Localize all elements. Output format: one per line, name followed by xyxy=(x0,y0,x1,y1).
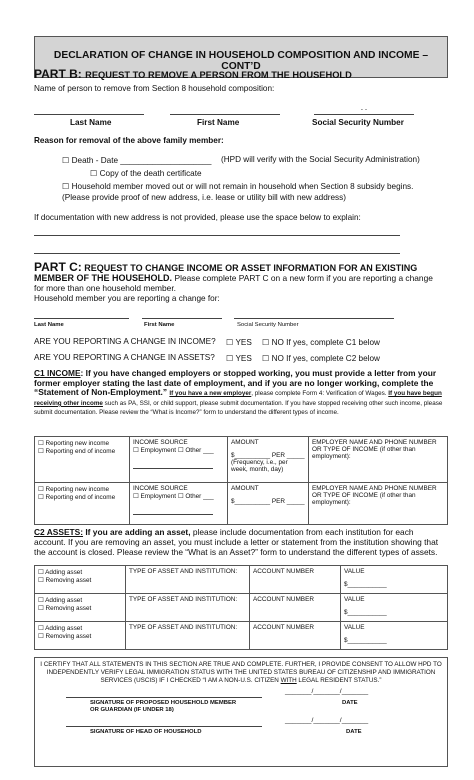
explanation-line-1[interactable] xyxy=(34,235,400,236)
income-source-label: INCOME SOURCE xyxy=(133,439,188,446)
c1-lead: : If you have changed employers or stopped working, you must provide a letter from your former employer stating the last date of employment, and if you are no longer working, complete the “Statement of Non-Employment.” xyxy=(34,368,437,398)
asset-row xyxy=(35,566,448,594)
removing-asset-checkbox[interactable]: ☐ Removing asset xyxy=(38,633,92,640)
employer-note: (if other than employment): xyxy=(312,446,416,460)
account-number-label: ACCOUNT NUMBER xyxy=(253,624,314,631)
household-member-signature-field[interactable] xyxy=(66,697,262,698)
form-title: DECLARATION OF CHANGE IN HOUSEHOLD COMPOSITION AND INCOME – CONT’D xyxy=(53,50,429,72)
head-of-household-date-field[interactable]: _______/_______/_______ xyxy=(285,717,369,724)
reason-label: Reason for removal of the above family member: xyxy=(34,136,224,145)
income-question: ARE YOU REPORTING A CHANGE IN INCOME? xyxy=(34,337,216,346)
ssn-underline xyxy=(314,114,414,115)
frequency-note: (Frequency, i.e., per week, month, day) xyxy=(231,459,288,473)
adding-asset-checkbox[interactable]: ☐ Adding asset xyxy=(38,597,83,604)
amount-label: AMOUNT xyxy=(231,485,259,492)
asset-type-label: TYPE OF ASSET AND INSTITUTION: xyxy=(129,568,238,575)
c2-label: C2 ASSETS: xyxy=(34,527,84,537)
explanation-line-2[interactable] xyxy=(34,253,400,254)
no-address-instruction: If documentation with new address is not provided, please use the space below to explain: xyxy=(34,213,361,222)
employment-checkbox[interactable]: ☐ Employment xyxy=(133,493,177,500)
first-name-label: First Name xyxy=(197,118,240,127)
account-number-label: ACCOUNT NUMBER xyxy=(253,596,314,603)
income-no-checkbox[interactable]: ☐ NO If yes, complete C1 below xyxy=(262,338,380,347)
member-last-name-field[interactable] xyxy=(34,318,129,319)
value-field[interactable]: $___________ xyxy=(344,609,387,616)
part-b-label: PART B: xyxy=(34,67,82,81)
c1-paragraph xyxy=(34,369,446,417)
income-source-label: INCOME SOURCE xyxy=(133,485,188,492)
employment-checkbox[interactable]: ☐ Employment xyxy=(133,447,177,454)
account-number-label: ACCOUNT NUMBER xyxy=(253,568,314,575)
asset-row xyxy=(35,594,448,622)
c2-body: please include documentation from each institution for each account. If you are removing an asset, you must include a letter or statement from the institution showing that the account is closed. Please review the “What is an Asset?” form to understand the different types of assets. xyxy=(34,527,439,557)
assets-table xyxy=(34,565,448,650)
certification-text-1: I CERTIFY THAT ALL STATEMENTS IN THIS SECTION ARE TRUE AND COMPLETE. FURTHER, I PROVIDE CONSENT TO ALLOW HPD TO INDEPENDENTLY VERIFY LEGAL IMMIGRATION STATUS WITH THE UNITED STATES BUREAU OF CITIZENSHIP AND IMMIGRATION SERVICES (USCIS) IF I CHECKED “I AM A NON-U.S. CITIZEN xyxy=(40,661,442,684)
value-field[interactable]: $___________ xyxy=(344,637,387,644)
last-name-field[interactable] xyxy=(34,114,144,115)
part-b-title: REQUEST TO REMOVE A PERSON FROM THE HOUSEHOLD xyxy=(85,70,352,80)
other-income-text: If you have begun receiving other income xyxy=(34,390,442,407)
asset-type-label: TYPE OF ASSET AND INSTITUTION: xyxy=(129,624,238,631)
death-note: (HPD will verify with the Social Security Administration) xyxy=(221,155,420,164)
asset-row xyxy=(35,622,448,650)
assets-question: ARE YOU REPORTING A CHANGE IN ASSETS? xyxy=(34,353,215,362)
removing-asset-checkbox[interactable]: ☐ Removing asset xyxy=(38,577,92,584)
value-field[interactable]: $___________ xyxy=(344,581,387,588)
certification-with: WITH xyxy=(280,677,297,684)
c2-lead: If you are adding an asset, xyxy=(83,527,191,537)
part-b-heading xyxy=(34,67,352,81)
amount-field[interactable]: $__________ PER _____ xyxy=(231,498,305,505)
amount-label: AMOUNT xyxy=(231,439,259,446)
value-label: VALUE xyxy=(344,568,365,575)
last-name-label: Last Name xyxy=(70,118,112,127)
moved-out-note: (Please provide proof of new address, i.e. lease or utility bill with new address) xyxy=(62,193,346,202)
death-certificate-checkbox[interactable]: ☐ Copy of the death certificate xyxy=(90,169,202,178)
certification-text-2: LEGAL RESIDENT STATUS.” xyxy=(296,677,382,684)
certification-text xyxy=(40,661,442,685)
income-source-other-field[interactable] xyxy=(133,514,213,515)
household-member-date-field[interactable]: _______/_______/_______ xyxy=(285,688,369,695)
member-first-name-field[interactable] xyxy=(142,318,222,319)
member-ssn-label: Social Security Number xyxy=(237,322,299,328)
part-c-instruction: Please complete PART C on a new form if you are reporting a change for more than one household member. xyxy=(34,273,433,293)
ssn-field[interactable]: - - xyxy=(360,106,368,113)
member-label: Household member you are reporting a change for: xyxy=(34,294,220,303)
member-last-name-label: Last Name xyxy=(34,322,64,328)
amount-field[interactable]: $__________ PER _____ xyxy=(231,452,305,459)
c1-label: C1 INCOME xyxy=(34,368,81,378)
part-b-instruction: Name of person to remove from Section 8 household composition: xyxy=(34,84,275,93)
reporting-new-income-checkbox[interactable]: ☐ Reporting new income xyxy=(38,440,110,447)
part-c-heading xyxy=(34,262,444,293)
other-checkbox[interactable]: ☐ Other ___ xyxy=(177,493,214,500)
c2-paragraph xyxy=(34,528,446,557)
adding-asset-checkbox[interactable]: ☐ Adding asset xyxy=(38,625,83,632)
reporting-new-income-checkbox[interactable]: ☐ Reporting new income xyxy=(38,486,110,493)
member-first-name-label: First Name xyxy=(144,322,175,328)
employer-note: (if other than employment): xyxy=(312,492,416,506)
other-income-tail: such as PA, SSI, or child support, please submit documentation. If you have stopped receiving other such income, please submit documentation. Please review the “What is Income?” form to understand the different types of income. xyxy=(34,399,443,417)
head-of-household-signature-field[interactable] xyxy=(66,726,262,727)
death-checkbox[interactable]: ☐ Death - Date ____________________ xyxy=(62,156,212,165)
asset-type-label: TYPE OF ASSET AND INSTITUTION: xyxy=(129,596,238,603)
removing-asset-checkbox[interactable]: ☐ Removing asset xyxy=(38,605,92,612)
income-row xyxy=(35,483,448,525)
reporting-end-income-checkbox[interactable]: ☐ Reporting end of income xyxy=(38,494,116,501)
head-of-household-signature-label: SIGNATURE OF HEAD OF HOUSEHOLD xyxy=(90,729,202,735)
part-c-label: PART C: xyxy=(34,260,82,274)
income-table xyxy=(34,436,448,525)
first-name-field[interactable] xyxy=(170,114,280,115)
new-employer-text: If you have a new employer xyxy=(169,390,252,398)
reporting-end-income-checkbox[interactable]: ☐ Reporting end of income xyxy=(38,448,116,455)
new-employer-tail: , please complete Form 4: Verification of Wages. xyxy=(251,390,387,398)
household-member-date-label: DATE xyxy=(342,700,358,706)
moved-out-checkbox[interactable]: ☐ Household member moved out or will not remain in household when Section 8 subsidy begins. xyxy=(62,182,414,191)
member-ssn-field[interactable] xyxy=(234,318,394,319)
ssn-label: Social Security Number xyxy=(312,118,404,127)
head-of-household-date-label: DATE xyxy=(346,729,362,735)
income-row xyxy=(35,437,448,483)
part-c-title: REQUEST TO CHANGE INCOME OR ASSET INFORMATION FOR AN EXISTING MEMBER OF THE HOUSEHOLD. xyxy=(34,263,418,283)
adding-asset-checkbox[interactable]: ☐ Adding asset xyxy=(38,569,83,576)
household-member-signature-label: SIGNATURE OF PROPOSED HOUSEHOLD MEMBER xyxy=(90,700,237,706)
employer-label: EMPLOYER NAME AND PHONE NUMBER OR TYPE OF INCOME xyxy=(312,485,437,499)
assets-yes-checkbox[interactable]: ☐ YES xyxy=(226,354,252,363)
assets-no-checkbox[interactable]: ☐ NO If yes, complete C2 below xyxy=(262,354,380,363)
employer-label: EMPLOYER NAME AND PHONE NUMBER OR TYPE OF INCOME xyxy=(312,439,437,453)
other-checkbox[interactable]: ☐ Other ___ xyxy=(177,447,214,454)
value-label: VALUE xyxy=(344,596,365,603)
guardian-label: OR GUARDIAN (IF UNDER 18) xyxy=(90,707,174,713)
income-yes-checkbox[interactable]: ☐ YES xyxy=(226,338,252,347)
value-label: VALUE xyxy=(344,624,365,631)
income-source-other-field[interactable] xyxy=(133,468,213,469)
